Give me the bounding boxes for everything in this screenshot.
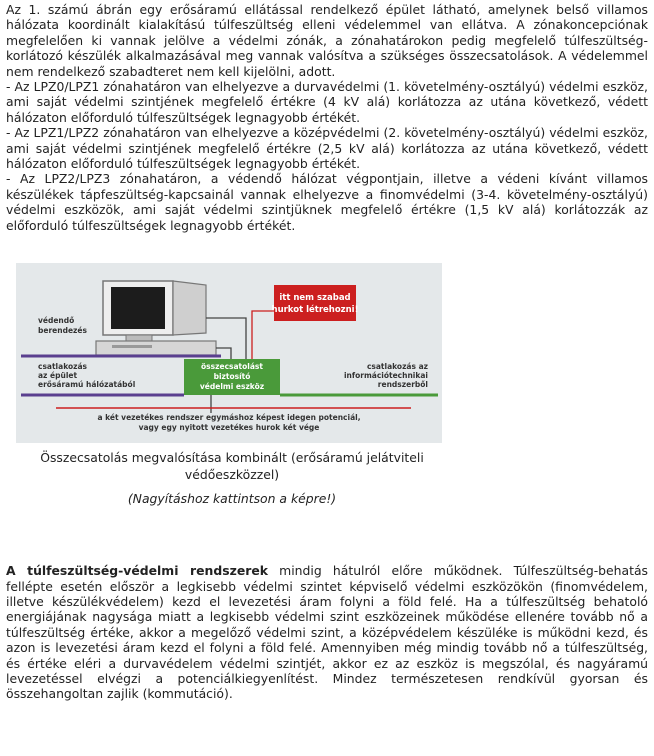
body-text: mindig hátulról előre működnek. Túlfeszültség-behatás fellépte esetén először a legkisebb védelmi szintet képviselő védelmi eszközökön (finomvédelem, illetve készülékvédelem) kezd el levezetési áram folyni a föld felé. Ha a túlfeszültség behatoló energiájának nagysága miatt a legkisebb védelmi szint eszközeinek működése ellenére tovább nő a túlfeszültség értéke, akkor a megelőző védelmi szint, a középvédelem készüléke is működni kezd, és azon is levezetési áram kezd el folyni a föld felé. Amennyiben még mindig tovább nő a túlfeszültség, és értéke eléri a durvavédelem védelmi szintjét, akkor ez az eszköz is megszólal, és nagyáramú levezetéssel elvégzi a potenciálkiegyenlítést. Mindez természetesen rendkívül gyorsan és összehangoltan zajlik (kommutáció). xyxy=(6,563,649,702)
right-label-3: rendszerből xyxy=(377,380,428,390)
bottom-label-2: vagy egy nyitott vezetékes hurok két vége xyxy=(138,423,320,433)
body-bold-lead: A túlfeszültség-védelmi rendszerek xyxy=(6,563,268,579)
warning-text-2: hurkot létrehozni! xyxy=(271,305,359,316)
coupler-text-2: biztosító xyxy=(213,372,251,382)
warning-box xyxy=(274,285,356,321)
coupling-diagram-image[interactable] xyxy=(16,263,442,443)
left-label-1: csatlakozás xyxy=(38,362,88,372)
right-label-2: információtechnikai xyxy=(343,371,428,381)
coupling-diagram xyxy=(16,263,442,443)
intro-paragraph-3: - Az LPZ1/LPZ2 zónahatáron van elhelyezve a középvédelmi (2. követelmény-osztályú) védelmi eszköz, ami saját védelmi szintjének megfelelő értékre (2,5 kV alá) korlátozza az utána következő, védett hálózaton előforduló túlfeszültségek legnagyobb értékét. xyxy=(6,125,648,172)
intro-paragraph-2: - Az LPZ0/LPZ1 zónahatáron van elhelyezve a durvavédelmi (1. követelmény-osztályú) védelmi eszköz, ami saját védelmi szintjének megfelelő értékre (4 kV alá) korlátozza az utána következő, védett hálózaton előforduló túlfeszültségek legnagyobb értékét. xyxy=(6,79,648,125)
figure-caption: Összecsatolás megvalósítása kombinált (erősáramú jelátviteli védőeszközzel) xyxy=(40,450,424,483)
intro-paragraph-4: - Az LPZ2/LPZ3 zónahatáron, a védendő hálózat végpontjain, illetve a védeni kívánt villamos készülékek tápfeszültség-kapcsainál vannak elhelyezve a finomvédelmi (3-4. követelmény-osztályú) védelmi eszközök, ami saját védelmi szintjüknek megfelelő értékre (1,5 kV alá) korlátozzák az előforduló túlfeszültségek legnagyobb értékét. xyxy=(6,171,648,233)
device-label-2: berendezés xyxy=(38,326,87,336)
bottom-label-1: a két vezetékes rendszer egymáshoz képest idegen potenciál, xyxy=(97,413,361,423)
device-label-1: védendő xyxy=(38,316,75,326)
body-paragraph xyxy=(6,563,648,702)
right-label-1: csatlakozás az xyxy=(366,362,428,372)
warning-text-1: itt nem szabad xyxy=(279,293,351,304)
left-label-3: erősáramú hálózatából xyxy=(38,380,136,390)
figure-block xyxy=(6,233,648,563)
coupler-text-3: védelmi eszköz xyxy=(199,382,265,392)
computer-icon xyxy=(96,281,216,355)
enlarge-hint: (Nagyításhoz kattintson a képre!) xyxy=(127,491,337,507)
left-label-2: az épület xyxy=(38,371,78,381)
intro-paragraph-1: Az 1. számú ábrán egy erősáramú ellátással rendelkező épület látható, amelynek belső villamos hálózata koordinált kialakítású túlfeszültség elleni védelemmel van ellátva. A zónakoncepciónak megfelelően ki vannak jelölve a védelmi zónák, a zónahatárokon pedig megfelelő túlfeszültség-korlátozó készülék alkalmazásával meg vannak valósítva a szükséges összecsatolások. A védelemmel nem rendelkező szabadteret nem kell kijelölni, adott. xyxy=(6,2,648,79)
coupler-text-1: összecsatolást xyxy=(201,362,263,372)
